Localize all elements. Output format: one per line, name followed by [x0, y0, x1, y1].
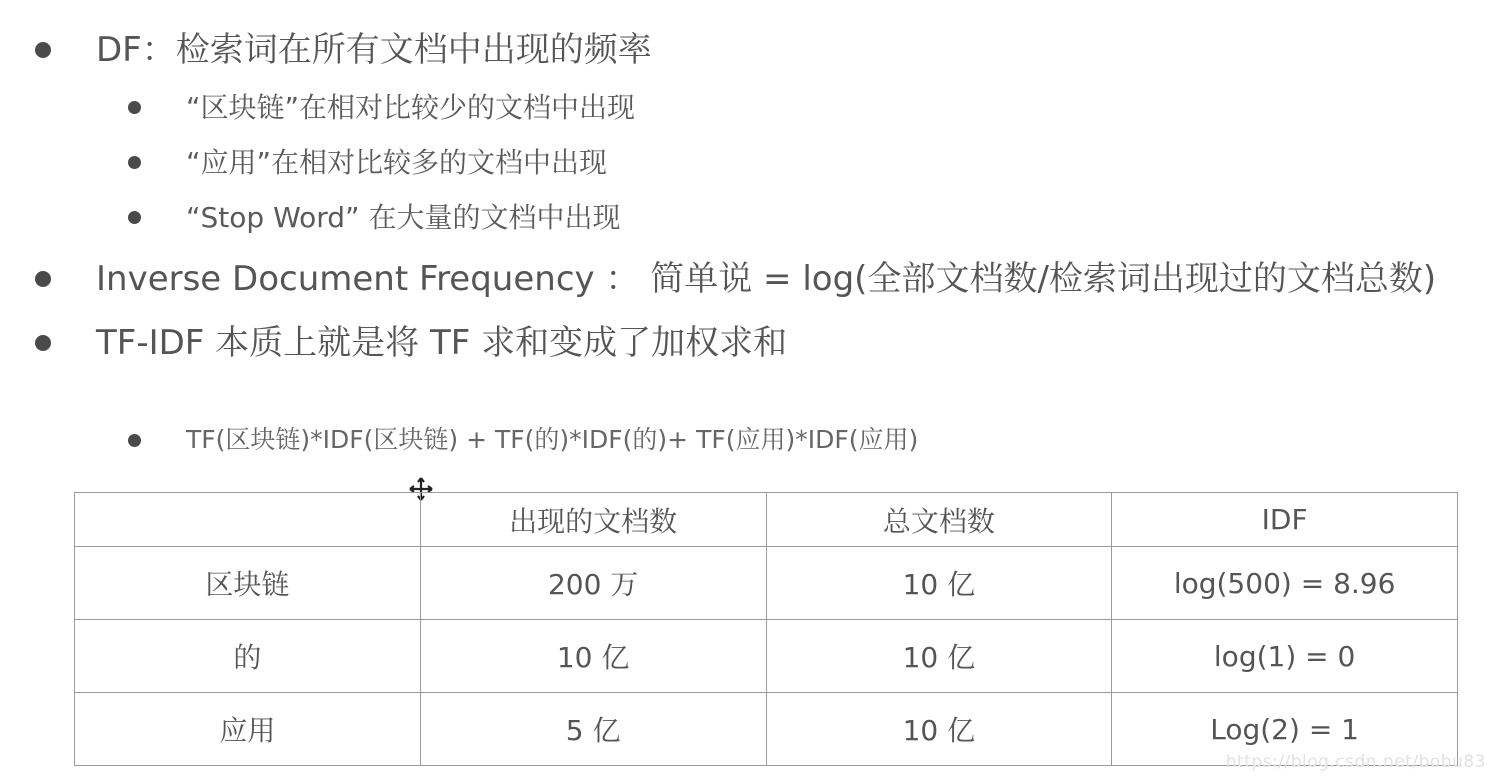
table-cell: log(1) = 0: [1112, 620, 1458, 693]
table-cell: 5 亿: [420, 693, 766, 766]
bullet-dot-icon: [35, 42, 51, 58]
bullet-dot-icon: [35, 335, 51, 351]
bullet-idf: Inverse Document Frequency ： 简单说 = log(全部文档数/检索词出现过的文档总数): [96, 259, 1437, 299]
table-cell: 10 亿: [766, 547, 1112, 620]
watermark: https://blog.csdn.net/bobu83: [1225, 752, 1486, 772]
formula: TF(区块链)*IDF(区块链) + TF(的)*IDF(的)+ TF(应用)*IDF(应用): [186, 425, 919, 454]
df-item-stopword: “Stop Word” 在大量的文档中出现: [186, 201, 621, 234]
table-cell: 10 亿: [420, 620, 766, 693]
bullet-df: DF：检索词在所有文档中出现的频率: [96, 30, 652, 70]
table-cell: log(500) = 8.96: [1112, 547, 1458, 620]
table-header-row: [75, 493, 1458, 547]
table-row: [75, 547, 1458, 620]
bullet-dot-icon: [128, 211, 141, 224]
bullet-dot-icon: [128, 156, 141, 169]
table-cell: 应用: [75, 693, 421, 766]
table-cell: 200 万: [420, 547, 766, 620]
bullet-dot-icon: [128, 101, 141, 114]
bullet-dot-icon: [35, 271, 51, 287]
table-cell: 10 亿: [766, 693, 1112, 766]
table-row: [75, 620, 1458, 693]
bullet-dot-icon: [128, 434, 141, 447]
table-cell: 区块链: [75, 547, 421, 620]
df-item-blockchain: “区块链”在相对比较少的文档中出现: [186, 91, 636, 124]
table-header-cell: 总文档数: [766, 493, 1112, 547]
df-item-application: “应用”在相对比较多的文档中出现: [186, 146, 608, 179]
bullet-tfidf: TF-IDF 本质上就是将 TF 求和变成了加权求和: [96, 323, 788, 363]
table-header-cell: [75, 493, 421, 547]
table-header-cell: 出现的文档数: [420, 493, 766, 547]
table-cell: Log(2) = 1: [1112, 693, 1458, 766]
idf-table: [74, 492, 1458, 766]
table-cell: 10 亿: [766, 620, 1112, 693]
table-header-cell: IDF: [1112, 493, 1458, 547]
table-cell: 的: [75, 620, 421, 693]
